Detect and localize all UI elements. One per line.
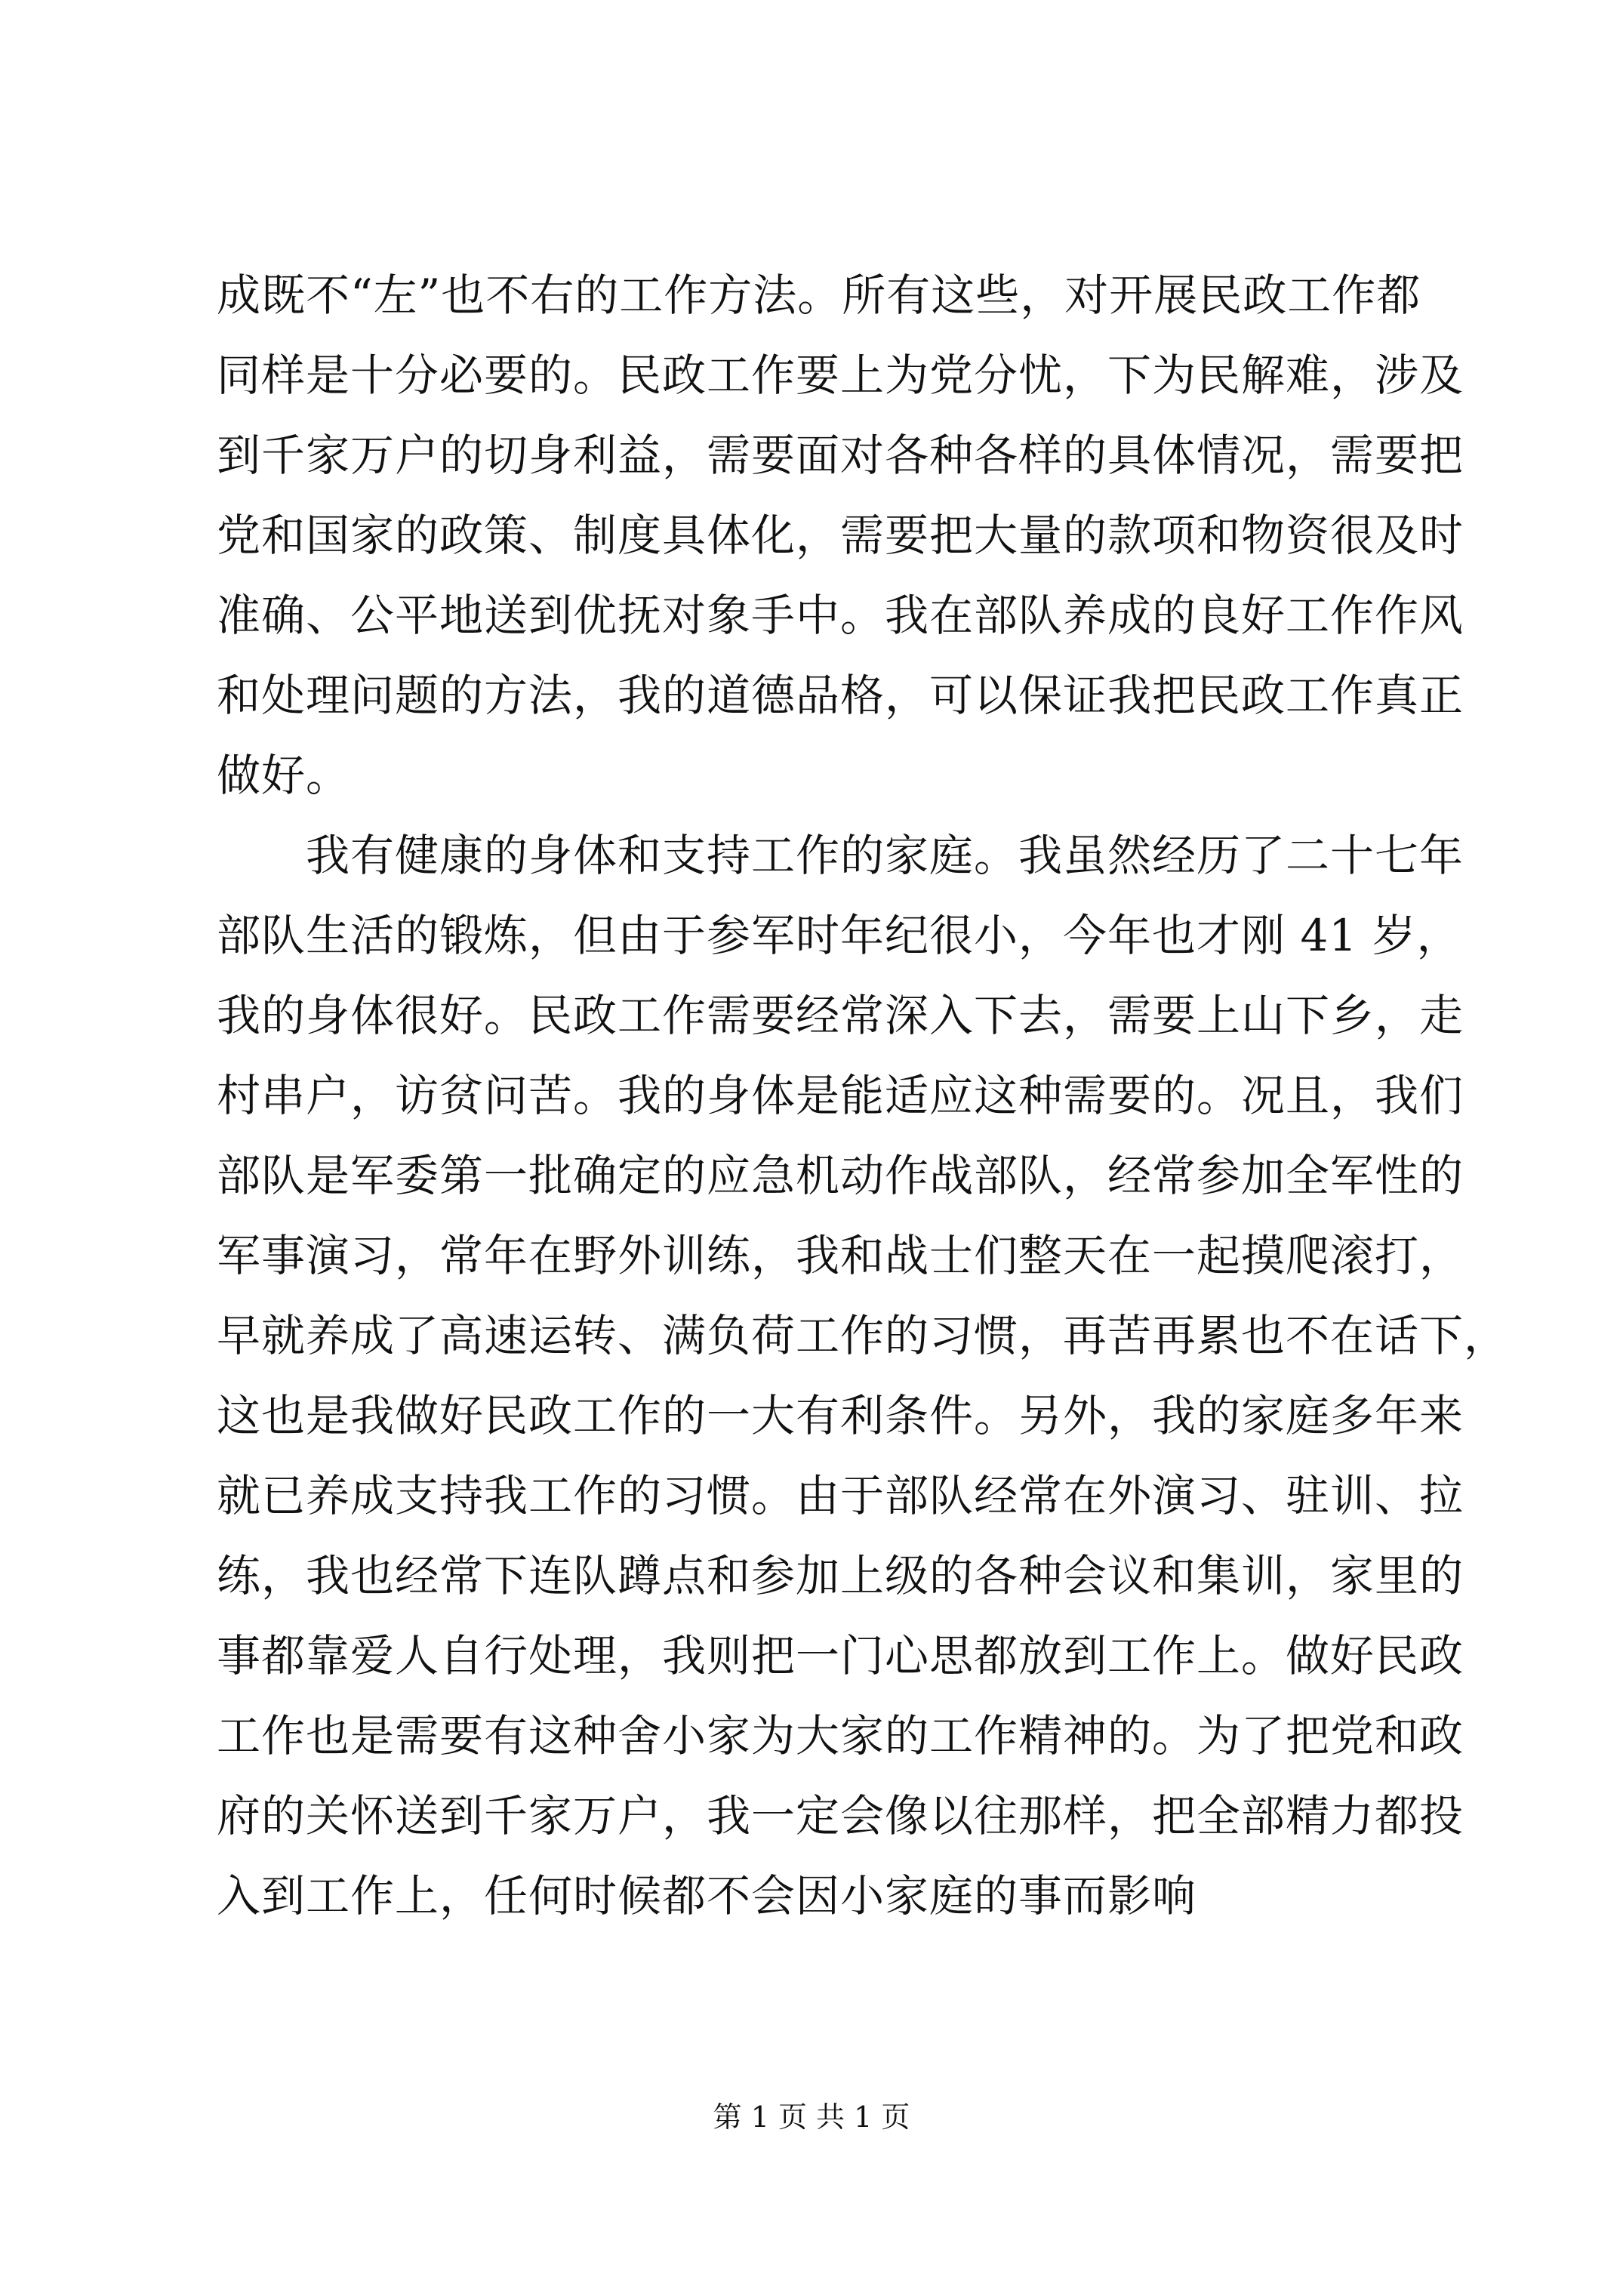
paragraph-first-line: 我有健康的身体和支持工作的家庭。我虽然经历了二十七年 <box>306 830 1464 881</box>
text-line: 部队是军委第一批确定的应急机动作战部队，经常参加全军性的 <box>217 1150 1464 1201</box>
text-line: 我的身体很好。民政工作需要经常深入下去，需要上山下乡，走 <box>217 990 1464 1041</box>
text-line: 和处理问题的方法，我的道德品格，可以保证我把民政工作真正 <box>217 670 1464 721</box>
text-line: 事都靠爱人自行处理，我则把一门心思都放到工作上。做好民政 <box>217 1630 1464 1681</box>
text-line: 早就养成了高速运转、满负荷工作的习惯，再苦再累也不在话下， <box>217 1310 1509 1361</box>
text-line: 村串户，访贫问苦。我的身体是能适应这种需要的。况且，我们 <box>217 1070 1464 1121</box>
text-line: 入到工作上，任何时候都不会因小家庭的事而影响 <box>217 1870 1197 1922</box>
text-line: 就已养成支持我工作的习惯。由于部队经常在外演习、驻训、拉 <box>217 1470 1464 1521</box>
text-line: 到千家万户的切身利益，需要面对各种各样的具体情况，需要把 <box>217 430 1464 481</box>
page-number-footer: 第 1 页 共 1 页 <box>713 2100 910 2134</box>
text-line: 成既不“左”也不右的工作方法。所有这些，对开展民政工作都 <box>217 270 1421 321</box>
text-line: 做好。 <box>217 750 351 801</box>
text-line: 工作也是需要有这种舍小家为大家的工作精神的。为了把党和政 <box>217 1710 1464 1761</box>
text-line: 军事演习，常年在野外训练，我和战士们整天在一起摸爬滚打， <box>217 1230 1464 1281</box>
text-line: 党和国家的政策、制度具体化，需要把大量的款项和物资很及时 <box>217 510 1464 561</box>
text-line: 准确、公平地送到优抚对象手中。我在部队养成的良好工作作风 <box>217 590 1464 641</box>
text-line: 同样是十分必要的。民政工作要上为党分忧，下为民解难，涉及 <box>217 350 1464 401</box>
text-line: 这也是我做好民政工作的一大有利条件。另外，我的家庭多年来 <box>217 1390 1464 1441</box>
text-line: 部队生活的锻炼，但由于参军时年纪很小，今年也才刚 41 岁， <box>217 910 1461 961</box>
text-line: 府的关怀送到千家万户，我一定会像以往那样，把全部精力都投 <box>217 1790 1464 1841</box>
text-line: 练，我也经常下连队蹲点和参加上级的各种会议和集训，家里的 <box>217 1550 1464 1601</box>
